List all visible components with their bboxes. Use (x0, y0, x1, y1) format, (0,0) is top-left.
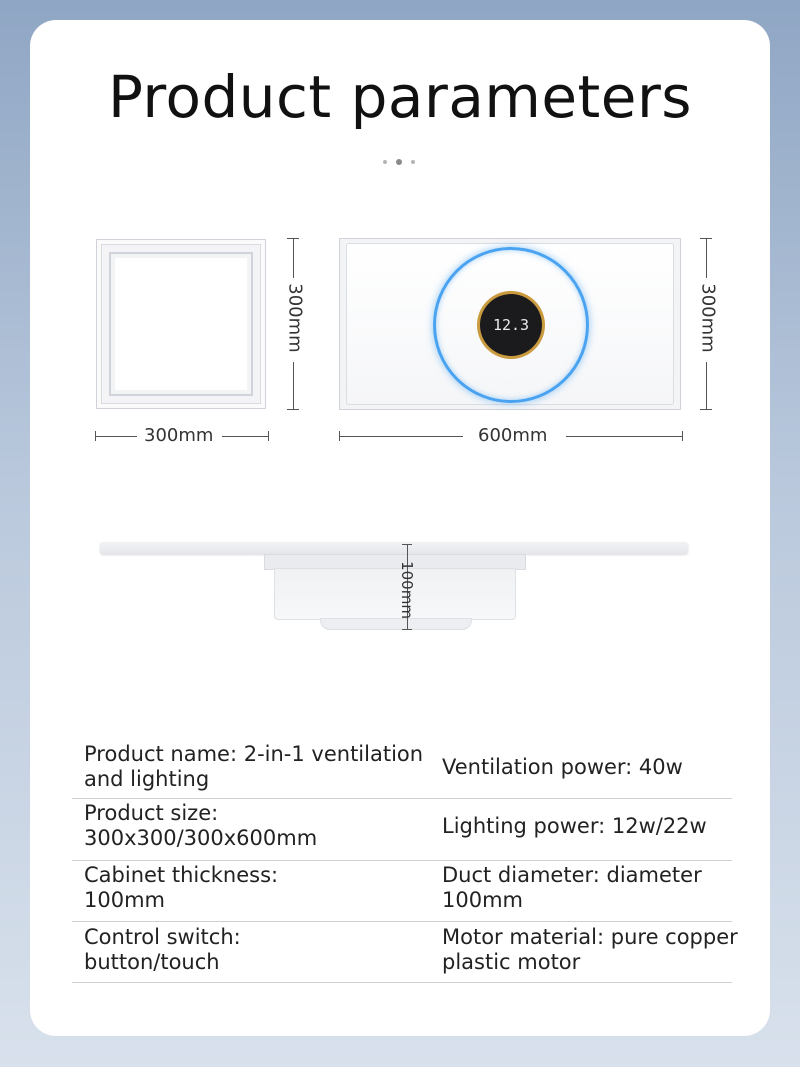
spec-right: Ventilation power: 40w (442, 755, 683, 779)
dim-line (339, 436, 463, 437)
dim-line (293, 362, 294, 410)
side-view-body (274, 568, 516, 620)
dim-line (706, 238, 707, 278)
spec-right: Duct diameter: diameter 100mm (442, 863, 702, 912)
side-view-duct (320, 618, 472, 630)
square-panel-image (96, 239, 266, 409)
dim-line (566, 436, 682, 437)
depth-label: 100mm (397, 561, 416, 619)
spec-row (72, 860, 732, 922)
spec-left: Product size: 300x300/300x600mm (84, 801, 318, 850)
temperature-display: 12.3 (480, 294, 542, 356)
rect-height-label: 300mm (697, 283, 719, 353)
dim-tick (402, 629, 412, 630)
side-view-plate (100, 542, 688, 554)
square-height-label: 300mm (284, 283, 306, 353)
dim-line (95, 436, 137, 437)
dim-line (293, 238, 294, 278)
dim-tick (287, 409, 299, 410)
square-panel-light (109, 252, 253, 396)
carousel-dot[interactable] (411, 160, 415, 164)
rect-width-label: 600mm (478, 425, 548, 446)
spec-row (72, 921, 738, 983)
spec-left: Cabinet thickness: 100mm (84, 863, 279, 912)
dim-tick (268, 431, 269, 441)
square-width-label: 300mm (144, 425, 214, 446)
spec-right: Lighting power: 12w/22w (442, 814, 707, 838)
carousel-dot[interactable] (383, 160, 387, 164)
dim-tick (682, 431, 683, 441)
spec-row (72, 737, 732, 799)
carousel-dot-active[interactable] (396, 159, 402, 165)
spec-right: Motor material: pure copper plastic motor (442, 925, 738, 974)
page-title: Product parameters (107, 63, 693, 131)
spec-row (72, 798, 732, 861)
carousel-indicator[interactable] (383, 158, 417, 166)
dim-line (706, 362, 707, 410)
spec-left: Product name: 2-in-1 ventilation and lighting (84, 742, 424, 791)
dim-tick (700, 409, 712, 410)
spec-left: Control switch: button/touch (84, 925, 241, 974)
dim-line (222, 436, 268, 437)
